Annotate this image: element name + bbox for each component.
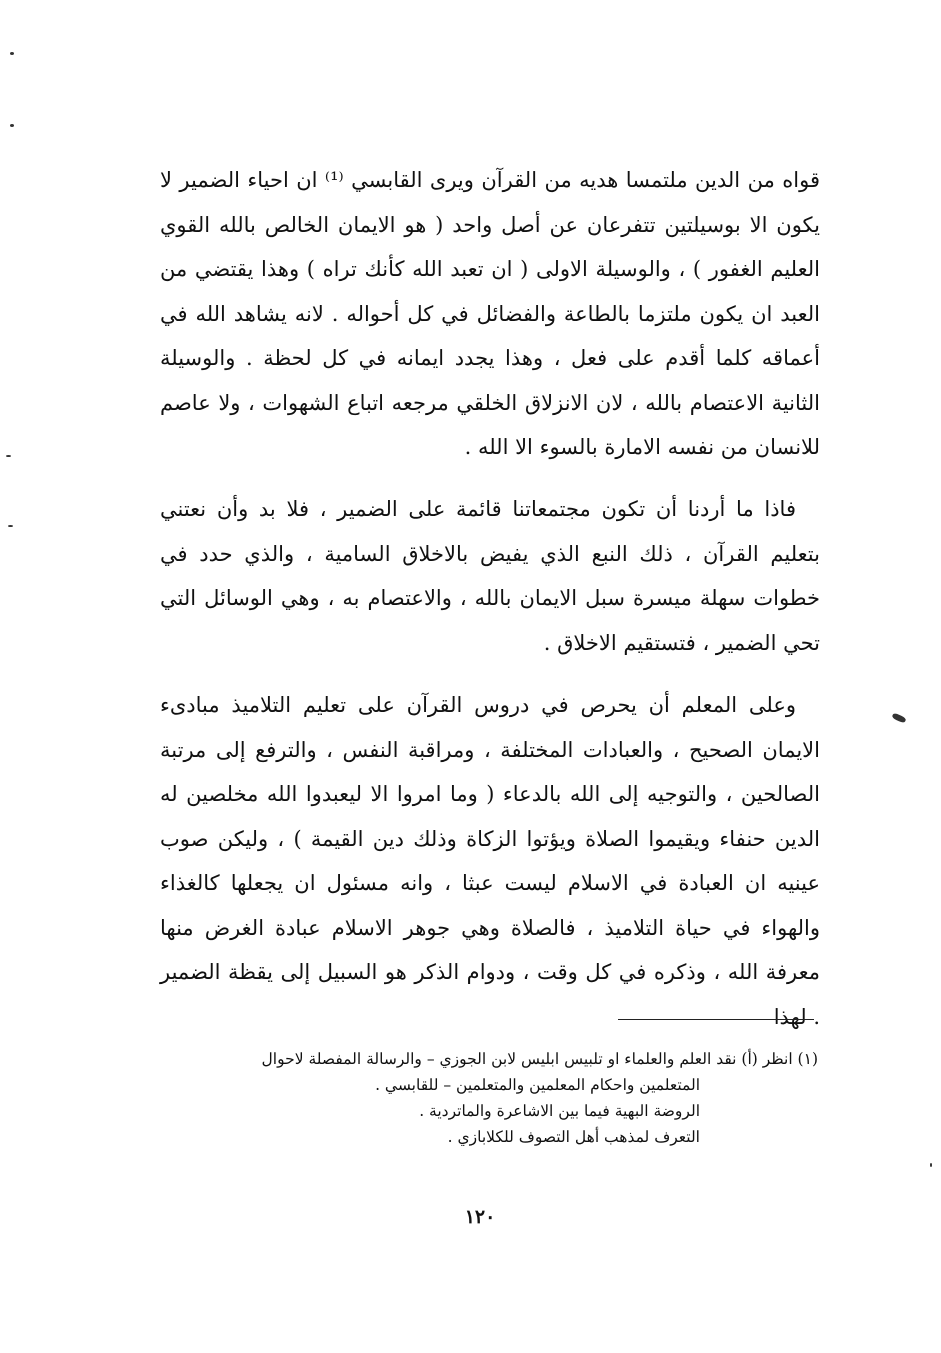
- paragraph-text: فاذا ما أردنا أن تكون مجتمعاتنا قائمة على الضمير ، فلا بد وأن نعتني بتعليم القرآن ، ذلك النبع الذي يفيض بالاخلاق السامية ، والذي حدد في خطوات سهلة ميسرة سبل الايمان بالله ، والاعتصام به ، وهي الوسائل التي تحي الضمير ، فتستقيم الاخلاق .: [160, 497, 820, 655]
- scan-speck: [10, 124, 14, 127]
- scan-speck: [8, 525, 13, 527]
- paragraph-text: وعلى المعلم أن يحرص في دروس القرآن على تعليم التلاميذ مبادىء الايمان الصحيح ، والعبادات المختلفة ، ومراقبة النفس ، والترفع إلى مرتبة الصالحين ، والتوجيه إلى الله بالدعاء ( وما امروا الا ليعبدوا الله مخلصين له الدين حنفاء ويقيموا الصلاة ويؤتوا الزكاة وذلك دين القيمة ) ، وليكن صوب عينيه ان العبادة في الاسلام ليست عبثا ، وانه مسئول ان يجعلها كالغذاء والهواء في حياة التلاميذ ، فالصلاة وهي جوهر الاسلام عبادة الغرض منها معرفة الله ، وذكره في كل وقت ، ودوام الذكر هو السبيل إلى يقظة الضمير . لهذا: [160, 693, 820, 1029]
- body-paragraph-3: [160, 683, 820, 1039]
- ink-blot: [891, 712, 906, 723]
- page-number: ١٢٠: [464, 1206, 496, 1228]
- scan-speck: [6, 455, 11, 457]
- footnote-line: (١) انظر (أ) نقد العلم والعلماء او تلبيس ابليس لابن الجوزي – والرسالة المفصلة لاحوال: [261, 1050, 818, 1068]
- scan-speck: [930, 1163, 932, 1167]
- paragraph-text: قواه من الدين ملتمسا هديه من القرآن ويرى القابسي ⁽¹⁾ ان احياء الضمير لا يكون الا بوسيلتين تتفرعان عن أصل واحد ( هو الايمان الخالص بالله القوي العليم الغفور ) ، والوسيلة الاولى ( ان تعبد الله كأنك تراه ) وهذا يقتضي من العبد ان يكون ملتزما بالطاعة والفضائل في كل أحواله . لانه يشاهد الله في أعماقه كلما أقدم على فعل ، وهذا يجدد ايمانه في كل لحظة . والوسيلة الثانية الاعتصام بالله ، لان الانزلاق الخلقي مرجعه اتباع الشهوات ، ولا عاصم للانسان من نفسه الامارة بالسوء الا الله .: [160, 168, 820, 459]
- body-paragraph-2: [160, 487, 820, 665]
- footnote-separator: [618, 1019, 814, 1020]
- footnotes: [150, 1046, 818, 1150]
- footnote-line: التعرف لمذهب أهل التصوف للكلابازي .: [447, 1128, 700, 1146]
- body-paragraph-1: [160, 158, 820, 470]
- footnote-line: المتعلمين واحكام المعلمين والمتعلمين – للقابسي .: [375, 1076, 700, 1094]
- scan-speck: [10, 52, 14, 55]
- footnote-line: الروضة البهية فيما بين الاشاعرة والماتردية .: [419, 1102, 700, 1120]
